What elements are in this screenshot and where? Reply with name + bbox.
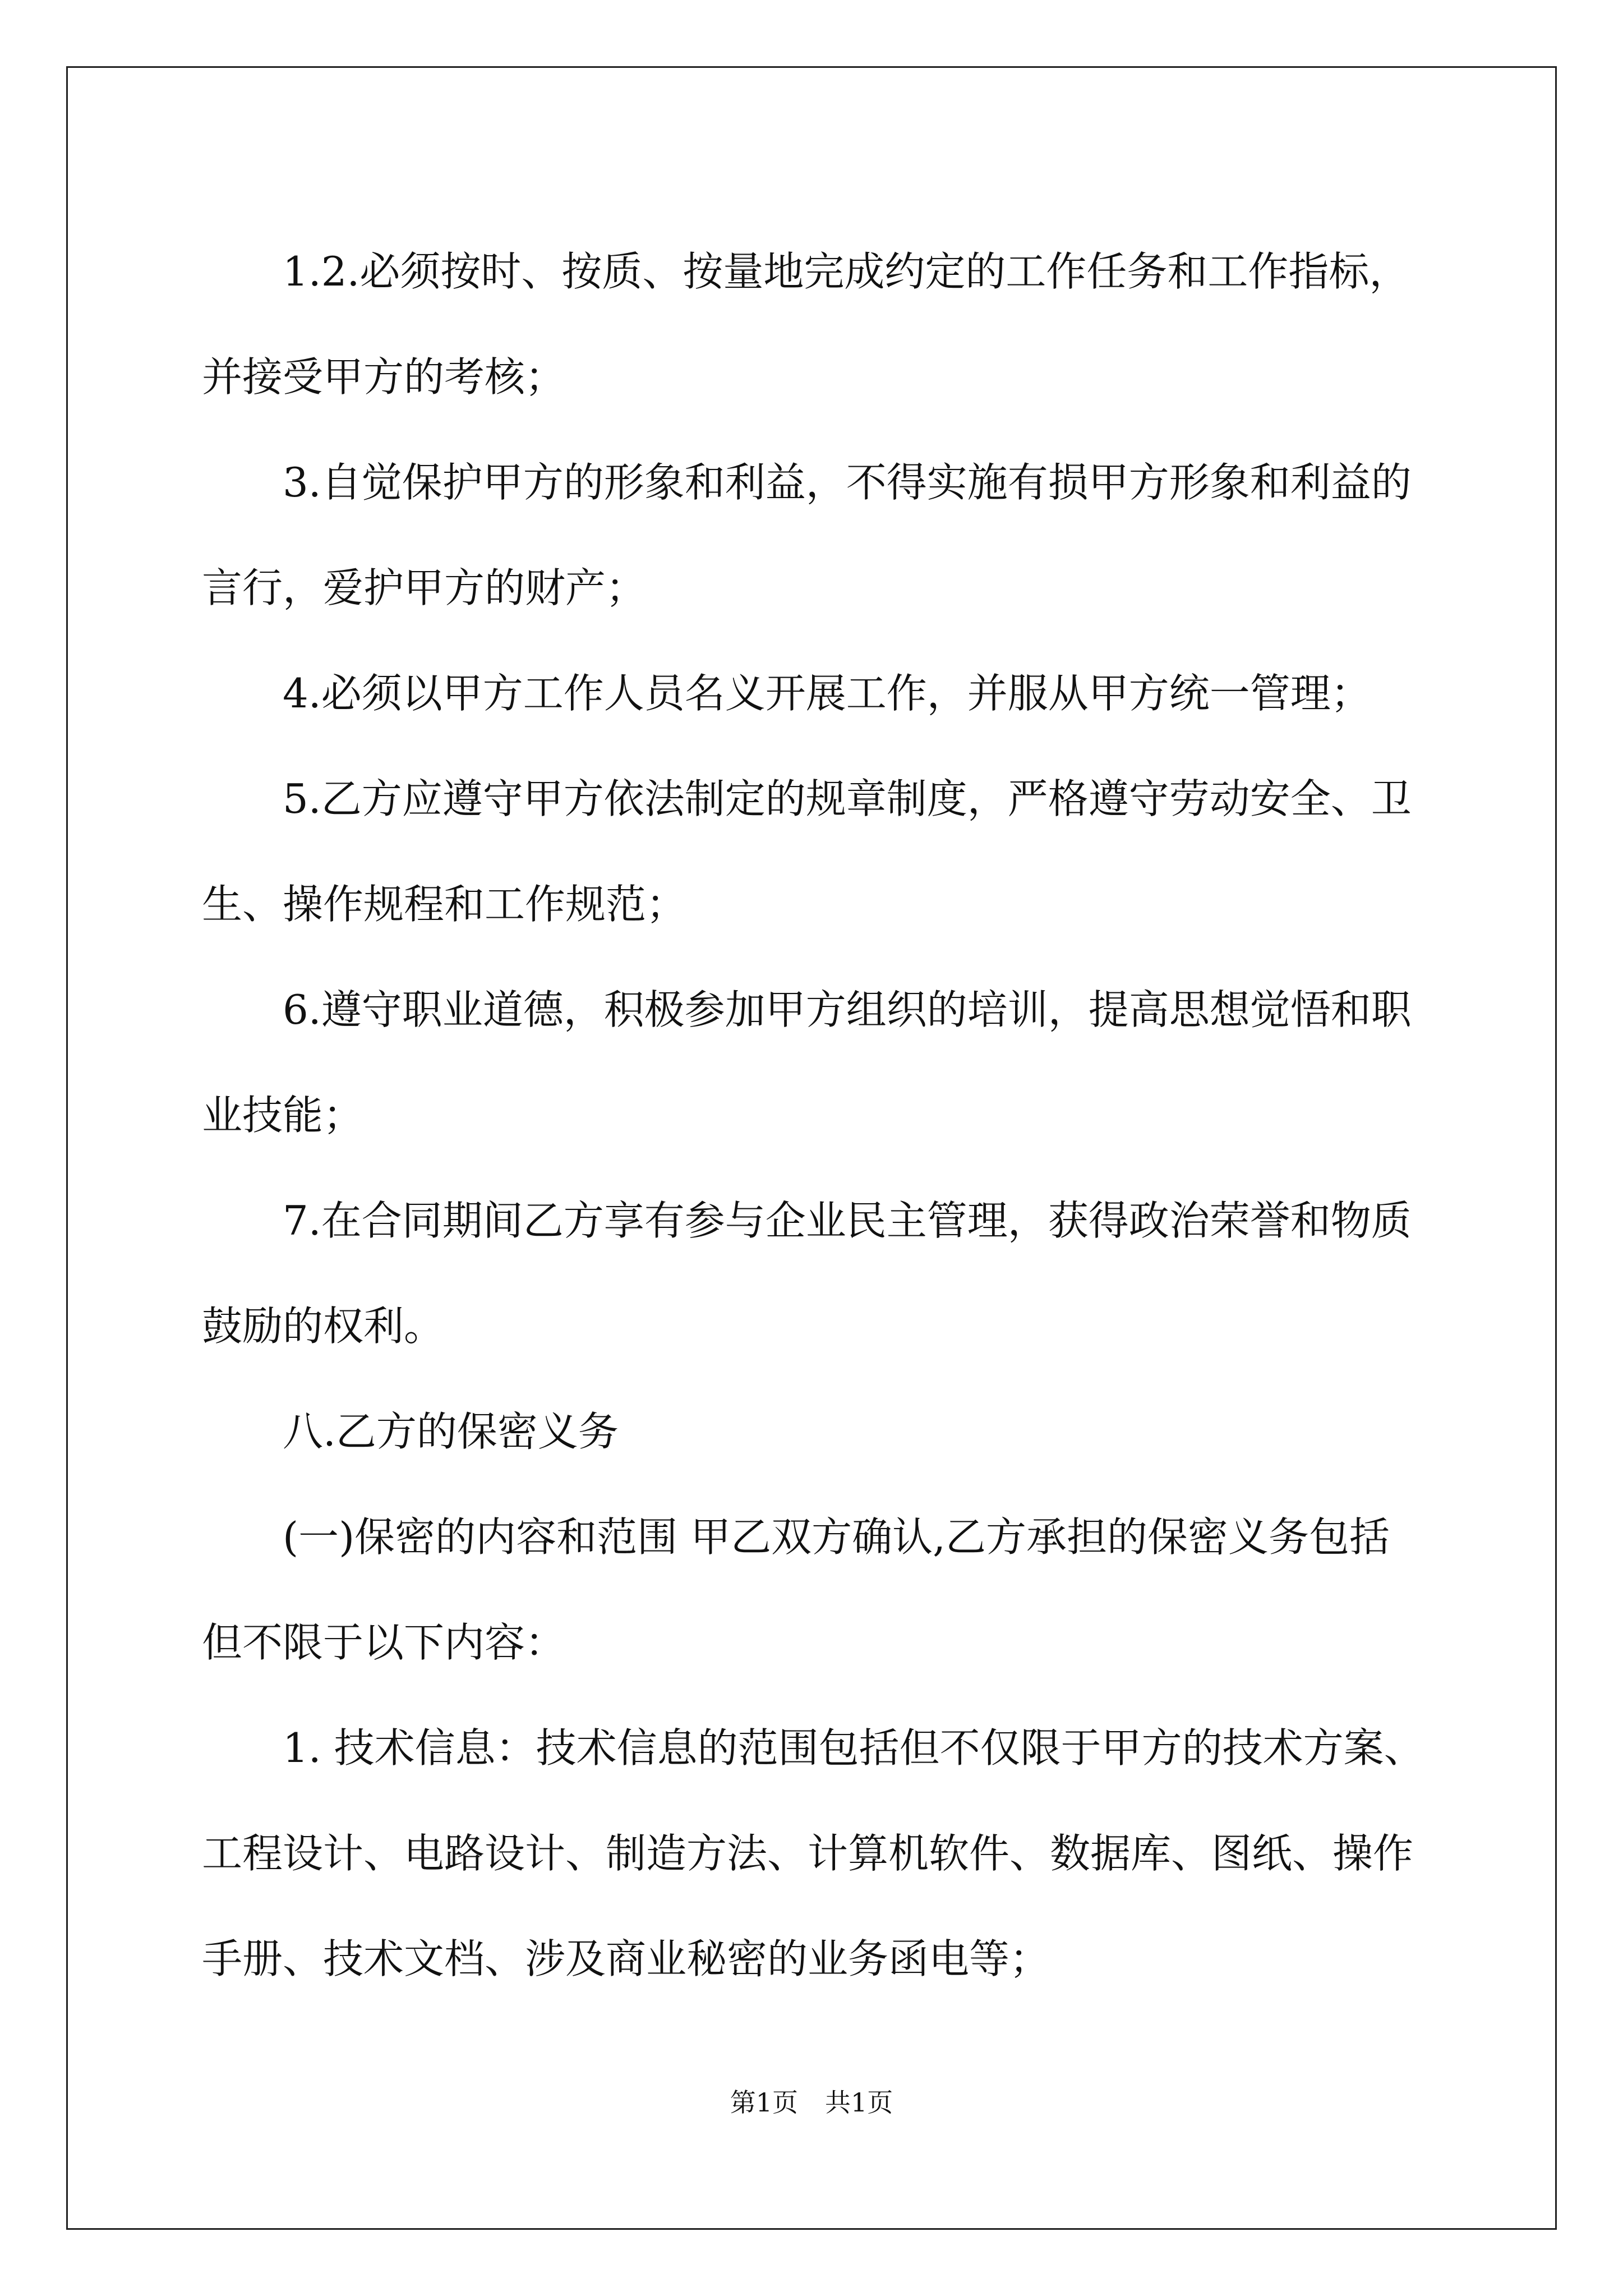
paragraph-line: 5.乙方应遵守甲方依法制定的规章制度，严格遵守劳动安全、卫 [283, 775, 1412, 822]
page-footer [0, 2086, 1623, 2119]
page-number: 第1页 [730, 2087, 798, 2118]
paragraph-line: 4.必须以甲方工作人员名义开展工作，并服从甲方统一管理； [283, 670, 1371, 717]
paragraph-line: 并接受甲方的考核； [202, 353, 566, 401]
paragraph-line: 手册、技术文档、涉及商业秘密的业务函电等； [202, 1935, 1050, 1982]
paragraph-line: 生、操作规程和工作规范； [202, 881, 687, 928]
paragraph-line: (一)保密的内容和范围 甲乙双方确认,乙方承担的保密义务包括 [283, 1513, 1390, 1561]
paragraph-line: 6.遵守职业道德，积极参加甲方组织的培训，提高思想觉悟和职 [283, 986, 1412, 1033]
paragraph-line: 工程设计、电路设计、制造方法、计算机软件、数据库、图纸、操作 [202, 1830, 1414, 1877]
paragraph-line: 7.在合同期间乙方享有参与企业民主管理，获得政治荣誉和物质 [283, 1197, 1412, 1244]
paragraph-line: 1. 技术信息：技术信息的范围包括但不仅限于甲方的技术方案、 [283, 1724, 1424, 1772]
paragraph-line: 鼓励的权利。 [202, 1303, 445, 1350]
paragraph-line: 言行，爱护甲方的财产； [202, 564, 647, 611]
paragraph-line: 1.2.必须按时、按质、按量地完成约定的工作任务和工作指标， [283, 248, 1410, 295]
section-heading: 八.乙方的保密义务 [283, 1408, 619, 1455]
paragraph-line: 3.自觉保护甲方的形象和利益，不得实施有损甲方形象和利益的 [283, 459, 1412, 506]
paragraph-line: 但不限于以下内容： [202, 1619, 566, 1666]
page-total: 共1页 [825, 2087, 893, 2118]
paragraph-line: 业技能； [202, 1092, 364, 1139]
document-body [202, 219, 1436, 2012]
